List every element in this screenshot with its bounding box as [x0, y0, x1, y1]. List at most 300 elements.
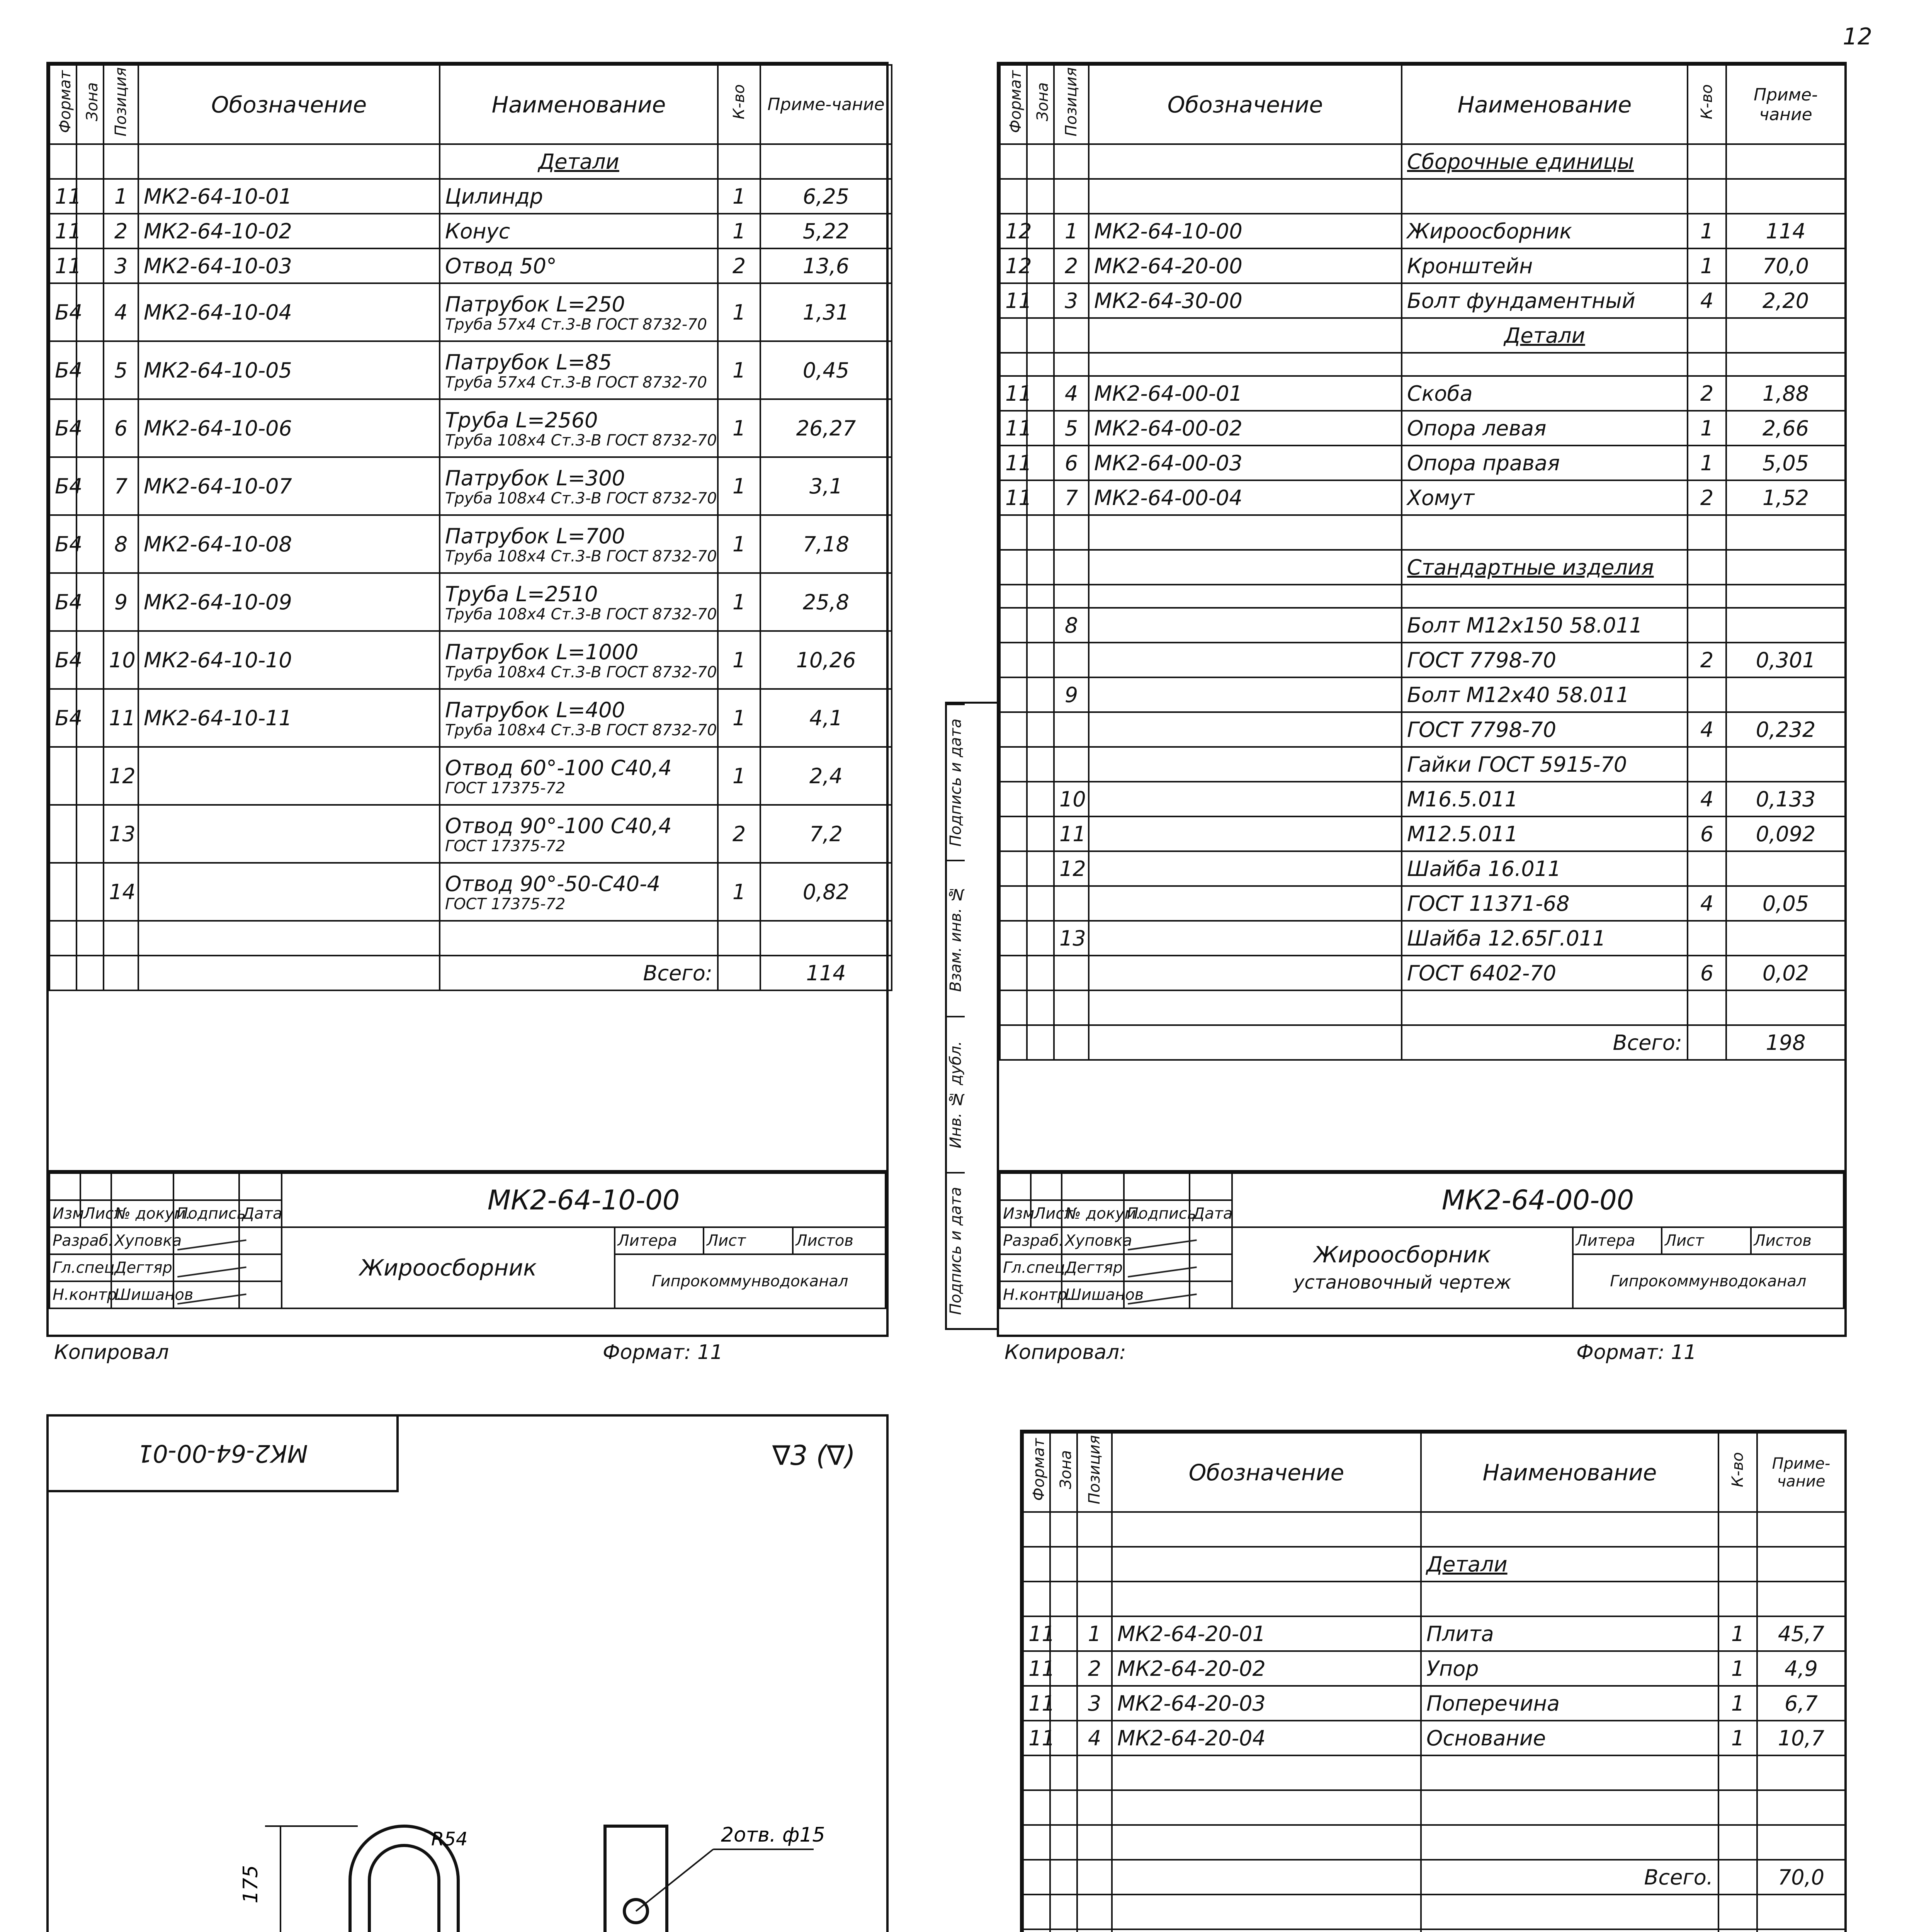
dev-name: Хуповка — [1062, 1227, 1123, 1254]
item-name: Труба L=2510 — [445, 582, 598, 606]
cell-zone — [1027, 677, 1054, 712]
stamp-sign-date: Подпись и дата — [947, 704, 965, 860]
dev-name: Хуповка — [111, 1227, 173, 1254]
cell-name: М12.5.011 — [1402, 816, 1688, 851]
cell-designation — [138, 805, 440, 863]
cell-note: 70,0 — [1726, 248, 1845, 283]
cell-note: 1,52 — [1726, 480, 1845, 515]
cell-name: Кронштейн — [1402, 248, 1688, 283]
cell-qty: 1 — [718, 457, 760, 515]
cell-qty: 1 — [1688, 446, 1726, 480]
cell-designation — [1089, 677, 1402, 712]
cell-name: Опора правая — [1402, 446, 1688, 480]
section-title: Детали — [1421, 1547, 1718, 1582]
side-view — [605, 1826, 667, 1932]
cell-format: 12 — [1000, 248, 1027, 283]
cell-zone — [1027, 816, 1054, 851]
col-name: Наименование — [1402, 65, 1688, 144]
cell-note: 10,26 — [760, 631, 892, 689]
item-spec: Труба 108х4 Ст.3-В ГОСТ 8732-70 — [445, 663, 717, 681]
item-spec: Труба 108х4 Ст.3-В ГОСТ 8732-70 — [445, 547, 717, 565]
sheet-spec-fat-collector — [46, 62, 889, 1337]
table-row — [1000, 608, 1845, 643]
cell-format: Б4 — [49, 573, 76, 631]
cell-note: 2,20 — [1726, 283, 1845, 318]
cell-zone — [1027, 886, 1054, 921]
cell-format: Б4 — [49, 515, 76, 573]
col-zone: Зона — [1034, 82, 1052, 121]
cell-format: Б4 — [49, 631, 76, 689]
table-row — [1023, 1616, 1845, 1651]
norm-name: Шишанов — [111, 1281, 173, 1308]
cell-position: 5 — [104, 341, 138, 399]
col-qty: К-во — [730, 84, 748, 119]
cell-note — [1726, 747, 1845, 782]
cell-position: 11 — [104, 689, 138, 747]
item-spec: Труба 108х4 Ст.3-В ГОСТ 8732-70 — [445, 431, 717, 449]
cell-name: Плита — [1421, 1616, 1718, 1651]
table-row — [1000, 677, 1845, 712]
cell-note: 3,1 — [760, 457, 892, 515]
cell-name — [440, 179, 718, 214]
cell-position: 12 — [104, 747, 138, 805]
cell-name — [440, 283, 718, 341]
section-title: Детали — [440, 144, 718, 179]
cell-note: 6,25 — [760, 179, 892, 214]
cell-designation: МК2-64-10-08 — [138, 515, 440, 573]
cell-zone — [1027, 643, 1054, 677]
item-name: Конус — [445, 219, 510, 243]
cell-name: Поперечина — [1421, 1686, 1718, 1721]
stamp-replace-inv: Взам. инв. № — [947, 860, 965, 1016]
title-block — [49, 1170, 886, 1335]
cell-position: 7 — [1054, 480, 1089, 515]
cell-designation: МК2-64-10-02 — [138, 214, 440, 248]
copied-label: Копировал — [54, 1341, 169, 1364]
cell-position: 2 — [104, 214, 138, 248]
cell-qty — [1688, 608, 1726, 643]
cell-name: ГОСТ 6402-70 — [1402, 956, 1688, 990]
signature — [1127, 1232, 1197, 1251]
signature — [1127, 1286, 1197, 1305]
cell-designation — [1089, 747, 1402, 782]
cell-note: 0,45 — [760, 341, 892, 399]
role-dev: Разраб. — [49, 1227, 111, 1254]
cell-name: Основание — [1421, 1721, 1718, 1755]
col-note: Приме-чание — [760, 65, 892, 144]
cell-zone — [1027, 608, 1054, 643]
col-designation: Обозначение — [1089, 65, 1402, 144]
holes-callout: 2отв. ф15 — [721, 1823, 825, 1847]
cell-designation: МК2-64-00-02 — [1089, 411, 1402, 446]
cell-qty: 1 — [718, 573, 760, 631]
cell-name — [440, 631, 718, 689]
cell-position: 4 — [1054, 376, 1089, 411]
cell-qty: 2 — [718, 248, 760, 283]
cell-name: ГОСТ 7798-70 — [1402, 712, 1688, 747]
cell-qty: 1 — [718, 747, 760, 805]
item-spec: Труба 108х4 Ст.3-В ГОСТ 8732-70 — [445, 721, 717, 739]
cell-designation — [1089, 608, 1402, 643]
cell-format: Б4 — [49, 341, 76, 399]
cell-name: Болт М12х40 58.011 — [1402, 677, 1688, 712]
cell-designation — [138, 747, 440, 805]
cell-name: Болт фундаментный — [1402, 283, 1688, 318]
cell-designation — [1089, 921, 1402, 956]
cell-format — [1000, 921, 1027, 956]
total-value: 198 — [1726, 1025, 1845, 1060]
item-name: Цилиндр — [445, 184, 543, 209]
cell-note: 4,1 — [760, 689, 892, 747]
cell-note: 5,22 — [760, 214, 892, 248]
table-row — [1000, 956, 1845, 990]
table-row — [1000, 747, 1845, 782]
doc-title: Жироосборник — [282, 1227, 615, 1308]
spec-header — [49, 65, 892, 144]
cell-qty — [1688, 921, 1726, 956]
cell-qty: 1 — [1688, 411, 1726, 446]
cell-note: 0,092 — [1726, 816, 1845, 851]
cell-position: 6 — [104, 399, 138, 457]
spec-header — [1000, 65, 1845, 144]
cell-position: 2 — [1054, 248, 1089, 283]
col-zone: Зона — [1057, 1450, 1075, 1489]
u-bolt-inner — [369, 1845, 439, 1932]
cell-note: 0,82 — [760, 863, 892, 921]
col-position: Позиция — [1062, 67, 1080, 137]
dim-175: 175 — [239, 1865, 262, 1903]
table-row — [49, 457, 892, 515]
cell-qty: 4 — [1688, 782, 1726, 816]
stamp-dup-inv: Инв. № дубл. — [947, 1016, 965, 1172]
cell-note: 0,232 — [1726, 712, 1845, 747]
cell-format: 11 — [1000, 411, 1027, 446]
table-row — [1000, 376, 1845, 411]
cell-designation: МК2-64-00-04 — [1089, 480, 1402, 515]
cell-format — [1000, 886, 1027, 921]
table-row — [49, 747, 892, 805]
cell-name — [440, 747, 718, 805]
item-spec: ГОСТ 17375-72 — [445, 779, 566, 797]
section-details: Детали — [1402, 318, 1688, 353]
item-spec: Труба 57х4 Ст.3-В ГОСТ 8732-70 — [445, 315, 707, 333]
col-designation: Обозначение — [1112, 1433, 1421, 1512]
cell-qty: 1 — [718, 341, 760, 399]
cell-zone — [1027, 956, 1054, 990]
col-name: Наименование — [1421, 1433, 1718, 1512]
col-format: Формат — [1030, 1438, 1048, 1501]
cell-position: 9 — [104, 573, 138, 631]
spec-table — [1022, 1432, 1846, 1932]
total-label: Всего: — [440, 956, 718, 990]
cell-designation: МК2-64-10-00 — [1089, 214, 1402, 248]
stamp-sign-date-2: Подпись и дата — [947, 1172, 965, 1328]
cell-name: ГОСТ 11371-68 — [1402, 886, 1688, 921]
cell-position: 12 — [1054, 851, 1089, 886]
cell-format: 11 — [1023, 1686, 1050, 1721]
signature — [176, 1259, 246, 1278]
cell-position: 3 — [1077, 1686, 1112, 1721]
cell-format — [1000, 643, 1027, 677]
cell-name: Шайба 16.011 — [1402, 851, 1688, 886]
cell-note: 0,05 — [1726, 886, 1845, 921]
cell-note: 0,02 — [1726, 956, 1845, 990]
dim-r54: R54 — [431, 1828, 468, 1850]
role-date: Дата — [239, 1200, 282, 1227]
cell-name — [440, 457, 718, 515]
total-value: 114 — [760, 956, 892, 990]
cell-format — [1000, 851, 1027, 886]
cell-format — [1000, 608, 1027, 643]
cell-format — [1000, 956, 1027, 990]
cell-position: 10 — [1054, 782, 1089, 816]
cell-format: 11 — [49, 214, 76, 248]
cell-qty: 2 — [1688, 376, 1726, 411]
doc-code: МК2-64-00-00 — [1232, 1173, 1844, 1227]
section-assembly: Сборочные единицы — [1402, 144, 1688, 179]
format-label: Формат: 11 — [603, 1341, 723, 1364]
doc-code: МК2-64-10-00 — [282, 1173, 886, 1227]
table-row — [1000, 816, 1845, 851]
cell-designation — [1089, 816, 1402, 851]
cell-qty — [1688, 677, 1726, 712]
chief-name: Дегтяр — [111, 1254, 173, 1281]
cell-designation: МК2-64-20-04 — [1112, 1721, 1421, 1755]
cell-position: 8 — [1054, 608, 1089, 643]
cell-designation: МК2-64-00-01 — [1089, 376, 1402, 411]
cell-designation: МК2-64-10-06 — [138, 399, 440, 457]
cell-note: 25,8 — [760, 573, 892, 631]
cell-qty — [1688, 851, 1726, 886]
sheet-spec-bracket — [1020, 1430, 1847, 1932]
cell-format: Б4 — [49, 399, 76, 457]
norm-name: Шишанов — [1062, 1281, 1123, 1308]
cell-designation: МК2-64-10-10 — [138, 631, 440, 689]
cell-note: 114 — [1726, 214, 1845, 248]
role-dev: Разраб. — [1000, 1227, 1062, 1254]
cell-format: 11 — [49, 179, 76, 214]
cell-qty — [1688, 747, 1726, 782]
sheets-label: Листов — [793, 1227, 886, 1254]
role-list: Лист — [80, 1200, 111, 1227]
sheets-label: Листов — [1751, 1227, 1844, 1254]
role-izm: Изм — [1000, 1200, 1031, 1227]
org-name: Гипрокоммунводоканал — [1573, 1254, 1844, 1308]
cell-designation: МК2-64-10-07 — [138, 457, 440, 515]
chief-name: Дегтяр — [1062, 1254, 1123, 1281]
cell-name: Жироосборник — [1402, 214, 1688, 248]
cell-name — [440, 689, 718, 747]
cell-note — [1726, 608, 1845, 643]
cell-note — [1726, 921, 1845, 956]
cell-name: Скоба — [1402, 376, 1688, 411]
cell-designation: МК2-64-20-02 — [1112, 1651, 1421, 1686]
cell-designation — [1089, 643, 1402, 677]
cell-note: 45,7 — [1757, 1616, 1845, 1651]
signature — [1127, 1259, 1197, 1278]
col-format: Формат — [56, 70, 74, 133]
table-row — [1000, 283, 1845, 318]
role-doc: № докум. — [111, 1200, 173, 1227]
litera-label: Литера — [615, 1227, 704, 1254]
cell-position — [1054, 886, 1089, 921]
cell-position: 10 — [104, 631, 138, 689]
table-row — [49, 863, 892, 921]
cell-designation: МК2-64-10-04 — [138, 283, 440, 341]
cell-position: 8 — [104, 515, 138, 573]
cell-name: М16.5.011 — [1402, 782, 1688, 816]
item-spec: ГОСТ 17375-72 — [445, 895, 566, 913]
table-row — [1000, 712, 1845, 747]
cell-note: 0,301 — [1726, 643, 1845, 677]
cell-position: 9 — [1054, 677, 1089, 712]
cell-position: 7 — [104, 457, 138, 515]
item-name: Патрубок L=300 — [445, 466, 625, 490]
table-row — [1000, 643, 1845, 677]
cell-format — [1000, 816, 1027, 851]
table-row — [49, 805, 892, 863]
cell-designation: МК2-64-10-05 — [138, 341, 440, 399]
sheet-label: Лист — [704, 1227, 792, 1254]
cell-qty: 1 — [1718, 1686, 1757, 1721]
cell-zone — [76, 805, 104, 863]
col-note: Приме-чание — [1726, 65, 1845, 144]
col-zone: Зона — [83, 82, 101, 121]
empty-row — [1023, 1929, 1845, 1932]
table-row — [49, 341, 892, 399]
cell-note: 7,2 — [760, 805, 892, 863]
cell-qty: 2 — [1688, 480, 1726, 515]
role-doc: № докум. — [1062, 1200, 1123, 1227]
cell-name: ГОСТ 7798-70 — [1402, 643, 1688, 677]
copied-label: Копировал: — [1004, 1341, 1126, 1364]
cell-format: 12 — [1000, 214, 1027, 248]
title-block — [999, 1170, 1844, 1335]
cell-qty: 4 — [1688, 712, 1726, 747]
col-position: Позиция — [1086, 1435, 1103, 1505]
cell-name: Хомут — [1402, 480, 1688, 515]
signature — [176, 1232, 246, 1251]
cell-format — [49, 863, 76, 921]
cell-format: 11 — [1023, 1721, 1050, 1755]
cell-format — [1000, 747, 1027, 782]
table-row — [1000, 782, 1845, 816]
col-qty: К-во — [1729, 1452, 1747, 1487]
item-name: Патрубок L=400 — [445, 697, 625, 722]
item-name: Труба L=2560 — [445, 408, 598, 432]
cell-name: Опора левая — [1402, 411, 1688, 446]
col-position: Позиция — [112, 67, 130, 137]
cell-designation — [1089, 712, 1402, 747]
cell-name — [440, 515, 718, 573]
cell-format: 11 — [1000, 283, 1027, 318]
cell-position: 5 — [1054, 411, 1089, 446]
table-row — [49, 179, 892, 214]
format-label: Формат: 11 — [1576, 1341, 1697, 1364]
cell-qty: 1 — [718, 399, 760, 457]
cell-format: 11 — [49, 248, 76, 283]
cell-position: 4 — [104, 283, 138, 341]
section-std: Стандартные изделия — [1402, 550, 1688, 585]
cell-qty: 1 — [1688, 214, 1726, 248]
role-date: Дата — [1190, 1200, 1232, 1227]
total-label: Всего: — [1402, 1025, 1688, 1060]
role-chief: Гл.спец. — [49, 1254, 111, 1281]
role-sign: Подпись — [1124, 1200, 1190, 1227]
col-note: Приме-чание — [1757, 1433, 1845, 1512]
table-row — [1000, 886, 1845, 921]
cell-qty: 1 — [1718, 1651, 1757, 1686]
cell-name — [440, 399, 718, 457]
mirrored-code: МК2-64-00-01 — [137, 1439, 308, 1468]
stamp-column — [945, 702, 999, 1330]
total-value: 70,0 — [1757, 1860, 1845, 1895]
cell-qty: 4 — [1688, 283, 1726, 318]
cell-zone — [76, 747, 104, 805]
role-chief: Гл.спец. — [1000, 1254, 1062, 1281]
table-row — [49, 399, 892, 457]
col-name: Наименование — [440, 65, 718, 144]
cell-qty: 6 — [1688, 956, 1726, 990]
cell-zone — [1027, 712, 1054, 747]
cell-zone — [1027, 851, 1054, 886]
cell-position: 1 — [104, 179, 138, 214]
cell-note: 13,6 — [760, 248, 892, 283]
cell-qty: 4 — [1688, 886, 1726, 921]
cell-note: 0,133 — [1726, 782, 1845, 816]
cell-name: Шайба 12.65Г.011 — [1402, 921, 1688, 956]
cell-note: 1,88 — [1726, 376, 1845, 411]
cell-note: 7,18 — [760, 515, 892, 573]
table-row — [1023, 1686, 1845, 1721]
table-row — [49, 573, 892, 631]
cell-designation: МК2-64-10-01 — [138, 179, 440, 214]
cell-designation — [1089, 851, 1402, 886]
total-label: Всего. — [1421, 1860, 1718, 1895]
role-sign: Подпись — [173, 1200, 239, 1227]
cell-position: 14 — [104, 863, 138, 921]
spec-table — [999, 64, 1846, 1061]
cell-designation: МК2-64-10-11 — [138, 689, 440, 747]
cell-designation: МК2-64-10-09 — [138, 573, 440, 631]
cell-qty: 6 — [1688, 816, 1726, 851]
cell-designation — [1089, 782, 1402, 816]
cell-name — [440, 805, 718, 863]
role-list: Лист — [1031, 1200, 1062, 1227]
table-row — [49, 248, 892, 283]
cell-qty: 1 — [718, 179, 760, 214]
table-row — [49, 515, 892, 573]
cell-name — [440, 214, 718, 248]
cell-zone — [76, 863, 104, 921]
role-norm: Н.контр. — [49, 1281, 111, 1308]
cell-format — [1000, 677, 1027, 712]
mirrored-code-box — [49, 1417, 399, 1492]
cell-note — [1726, 677, 1845, 712]
table-row — [1000, 248, 1845, 283]
cell-position: 2 — [1077, 1651, 1112, 1686]
table-row — [1023, 1651, 1845, 1686]
item-spec: Труба 57х4 Ст.3-В ГОСТ 8732-70 — [445, 373, 707, 391]
empty-row — [1023, 1895, 1845, 1929]
cell-zone — [1027, 747, 1054, 782]
signature — [176, 1286, 246, 1305]
item-spec: Труба 108х4 Ст.3-В ГОСТ 8732-70 — [445, 605, 717, 623]
cell-name — [440, 341, 718, 399]
page-number: 12 — [1842, 23, 1872, 50]
table-row — [1000, 851, 1845, 886]
item-name: Патрубок L=1000 — [445, 639, 639, 664]
